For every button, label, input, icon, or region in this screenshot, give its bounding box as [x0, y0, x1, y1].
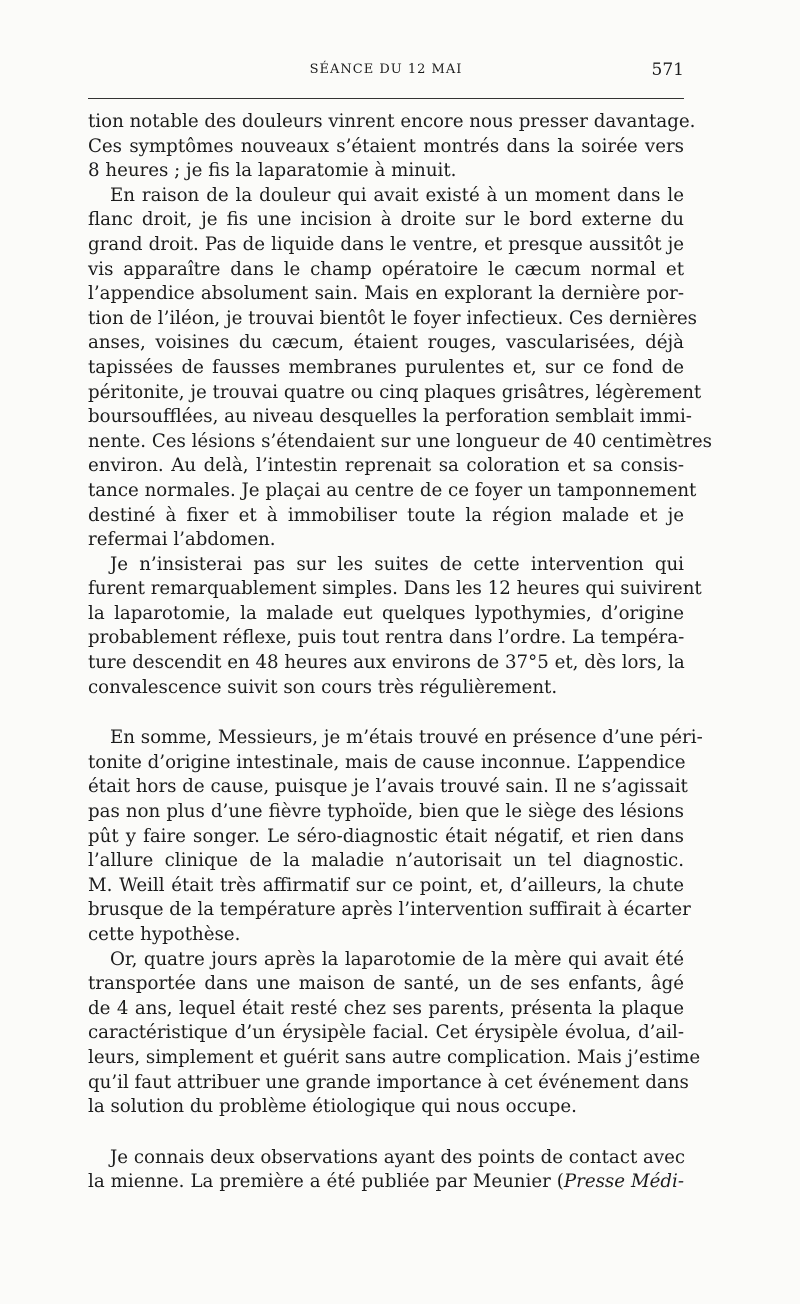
text-line: ture descendit en 48 heures aux environs de 37°5 et, dès lors, la — [88, 652, 685, 674]
text-line: nente. Ces lésions s’étendaient sur une longueur de 40 centimètres — [88, 430, 712, 452]
paragraph — [88, 948, 701, 1120]
text-line: tion notable des douleurs vinrent encore nous presser davantage. — [88, 111, 696, 132]
text-line: qu’il faut attribuer une grande importance à cet événement dans — [88, 1071, 689, 1093]
text-line: la solution du problème étiologique qui nous occupe. — [88, 1096, 577, 1118]
text-line: anses, voisines du cæcum, étaient rouges, vascularisées, déjà — [88, 332, 684, 354]
text-line: Je n’insisterai pas sur les suites de cette intervention qui — [110, 553, 684, 575]
text-line: furent remarquablement simples. Dans les 12 heures qui suivirent — [88, 578, 702, 600]
text-line: péritonite, je trouvai quatre ou cinq plaques grisâtres, légèrement — [88, 381, 702, 403]
text-line: de 4 ans, lequel était resté chez ses parents, présenta la plaque — [88, 997, 684, 1019]
text-line: En somme, Messieurs, je m’étais trouvé en présence d’une péri- — [110, 727, 703, 749]
text-line: En raison de la douleur qui avait existé à un moment dans le — [110, 184, 684, 206]
running-title: SÉANCE DU 12 MAI — [309, 62, 463, 77]
text-line: tance normales. Je plaçai au centre de ce foyer un tamponnement — [88, 479, 697, 501]
text-line: boursoufflées, au niveau desquelles la perforation semblait immi- — [88, 406, 692, 428]
text-line: destiné à fixer et à immobiliser toute la région malade et je — [88, 504, 684, 526]
text-line: brusque de la température après l’intervention suffirait à écarter — [88, 899, 691, 921]
text-line: leurs, simplement et guérit sans autre complication. Mais j’estime — [88, 1046, 701, 1068]
text-line: tonite d’origine intestinale, mais de cause inconnue. L’appendice — [88, 751, 686, 773]
text-line: M. Weill était très affirmatif sur ce point, et, d’ailleurs, la chute — [88, 874, 684, 896]
text-line: vis apparaître dans le champ opératoire le cæcum normal et — [88, 258, 684, 280]
text-segment: la mienne. La première a été publiée par Meunier ( — [88, 1171, 564, 1193]
text-line: cette hypothèse. — [88, 924, 241, 945]
text-line: probablement réflexe, puis tout rentra dans l’ordre. La tempéra- — [88, 627, 685, 649]
paragraph — [88, 726, 703, 947]
text-line: flanc droit, je fis une incision à droite sur le bord externe du — [88, 209, 684, 231]
text-line: refermai l’abdomen. — [88, 529, 276, 551]
journal-title: Presse Médi- — [563, 1171, 684, 1193]
text-line: la laparotomie, la malade eut quelques lypothymies, d’origine — [88, 602, 684, 624]
text-line: tapissées de fausses membranes purulentes et, sur ce fond de — [88, 356, 684, 378]
text-line: convalescence suivit son cours très régulièrement. — [88, 676, 558, 698]
paragraph — [88, 184, 712, 553]
text-line: environ. Au delà, l’intestin reprenait sa coloration et sa consis- — [88, 455, 684, 477]
paragraph — [88, 553, 702, 701]
header-rule — [88, 98, 684, 99]
text-line: Je connais deux observations ayant des points de contact avec — [110, 1146, 686, 1168]
page-header — [88, 58, 684, 86]
text-line: était hors de cause, puisque je l’avais trouvé sain. Il ne s’agissait — [88, 776, 688, 798]
text-line: pas non plus d’une fièvre typhoïde, bien que le siège des lésions — [88, 801, 684, 823]
text-line — [88, 1170, 684, 1195]
text-line: tion de l’iléon, je trouvai bientôt le foyer infectieux. Ces dernières — [88, 307, 697, 329]
text-line: pût y faire songer. Le séro-diagnostic était négatif, et rien dans — [88, 825, 684, 847]
paragraph — [88, 1146, 684, 1195]
text-line: Ces symptômes nouveaux s’étaient montrés dans la soirée vers — [88, 135, 684, 157]
paragraph — [88, 110, 696, 184]
page-number: 571 — [651, 60, 684, 80]
text-line: 8 heures ; je fis la laparatomie à minuit. — [88, 160, 457, 182]
text-line: l’appendice absolument sain. Mais en explorant la dernière por- — [88, 283, 684, 305]
text-line: l’allure clinique de la maladie n’autorisait un tel diagnostic. — [88, 850, 684, 872]
body-text — [88, 110, 712, 1195]
text-line: grand droit. Pas de liquide dans le ventre, et presque aussitôt je — [88, 233, 684, 255]
text-line: transportée dans une maison de santé, un de ses enfants, âgé — [88, 973, 684, 995]
section-gap — [88, 700, 684, 726]
text-line: caractéristique d’un érysipèle facial. Cet érysipèle évolua, d’ail- — [88, 1022, 684, 1044]
text-line: Or, quatre jours après la laparotomie de la mère qui avait été — [110, 948, 684, 970]
section-gap — [88, 1120, 684, 1146]
